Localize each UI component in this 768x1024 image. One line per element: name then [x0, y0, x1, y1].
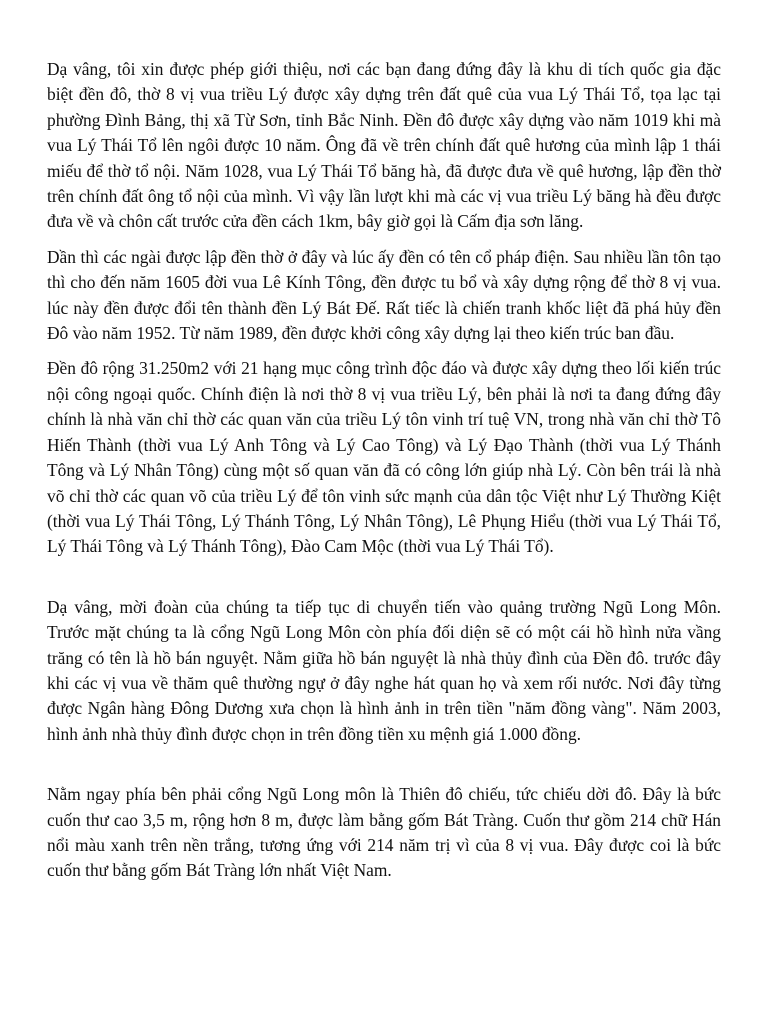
- document-page: [47, 57, 721, 884]
- paragraph-thien-do-chieu: Nằm ngay phía bên phải cổng Ngũ Long môn là Thiên đô chiếu, tức chiếu dời đô. Đây là bức cuốn thư cao 3,5 m, rộng hơn 8 m, được làm bằng gốm Bát Tràng. Cuốn thư gồm 214 chữ Hán nổi màu xanh trên nền trắng, tương ứng với 214 năm trị vì của 8 vị vua. Đây được coi là bức cuốn thư bằng gốm Bát Tràng lớn nhất Việt Nam.: [47, 784, 721, 881]
- paragraph-architecture: Đền đô rộng 31.250m2 với 21 hạng mục công trình độc đáo và được xây dựng theo lối kiến trúc nội công ngoại quốc. Chính điện là nơi thờ 8 vị vua triều Lý, bên phải là nơi ta đang đứng đây chính là nhà văn chỉ thờ các quan văn của triều Lý tôn vinh trí tuệ VN, trong nhà văn chỉ thờ Tô Hiến Thành (thời vua Lý Anh Tông và Lý Cao Tông) và Lý Đạo Thành (thời vua Lý Thánh Tông và Lý Nhân Tông) cùng một số quan văn đã có công lớn giúp nhà Lý. Còn bên trái là nhà võ chỉ thờ các quan võ của triều Lý để tôn vinh sức mạnh của dân tộc Việt như Lý Thường Kiệt (thời vua Lý Thái Tông, Lý Thánh Tông, Lý Nhân Tông), Lê Phụng Hiểu (thời vua Lý Thái Tổ, Lý Thái Tông và Lý Thánh Tông), Đào Cam Mộc (thời vua Lý Thái Tổ).: [47, 358, 721, 557]
- paragraph-ngu-long-mon: Dạ vâng, mời đoàn của chúng ta tiếp tục di chuyển tiến vào quảng trường Ngũ Long Môn. Trước mặt chúng ta là cổng Ngũ Long Môn còn phía đối diện sẽ có một cái hồ hình nửa vầng trăng có tên là hồ bán nguyệt. Nằm giữa hồ bán nguyệt là nhà thủy đình của Đền đô. trước đây khi các vị vua về thăm quê thường ngự ở đây nghe hát quan họ và xem rối nước. Nơi đây từng được Ngân hàng Đông Dương xưa chọn là hình ảnh in trên tiền "năm đồng vàng". Năm 2003, hình ảnh nhà thủy đình được chọn in trên đồng tiền xu mệnh giá 1.000 đồng.: [47, 596, 721, 744]
- paragraph-intro: Dạ vâng, tôi xin được phép giới thiệu, nơi các bạn đang đứng đây là khu di tích quốc gia đặc biệt đền đô, thờ 8 vị vua triều Lý được xây dựng trên đất quê của vua Lý Thái Tổ, tọa lạc tại phường Đình Bảng, thị xã Từ Sơn, tỉnh Bắc Ninh. Đền đô được xây dựng vào năm 1019 khi mà vua Lý Thái Tổ lên ngôi được 10 năm. Ông đã về trên chính đất quê hương của mình lập 1 thái miếu để thờ tổ nội. Năm 1028, vua Lý Thái Tổ băng hà, đã được đưa về quê hương, lập đền thờ trên chính đất ông tổ nội của mình. Vì vậy lần lượt khi mà các vị vua triều Lý băng hà đều được đưa về và chôn cất trước cửa đền cách 1km, bây giờ gọi là Cấm địa sơn lăng.: [47, 59, 721, 232]
- paragraph-history: Dần thì các ngài được lập đền thờ ở đây và lúc ấy đền có tên cổ pháp điện. Sau nhiều lần tôn tạo thì cho đến năm 1605 đời vua Lê Kính Tông, đền được tu bổ và xây dựng rộng để thờ 8 vị vua. lúc này đền được đổi tên thành đền Lý Bát Đế. Rất tiếc là chiến tranh khốc liệt đã phá hủy đền Đô vào năm 1952. Từ năm 1989, đền được khởi công xây dựng lại theo kiến trúc ban đầu.: [47, 246, 721, 344]
